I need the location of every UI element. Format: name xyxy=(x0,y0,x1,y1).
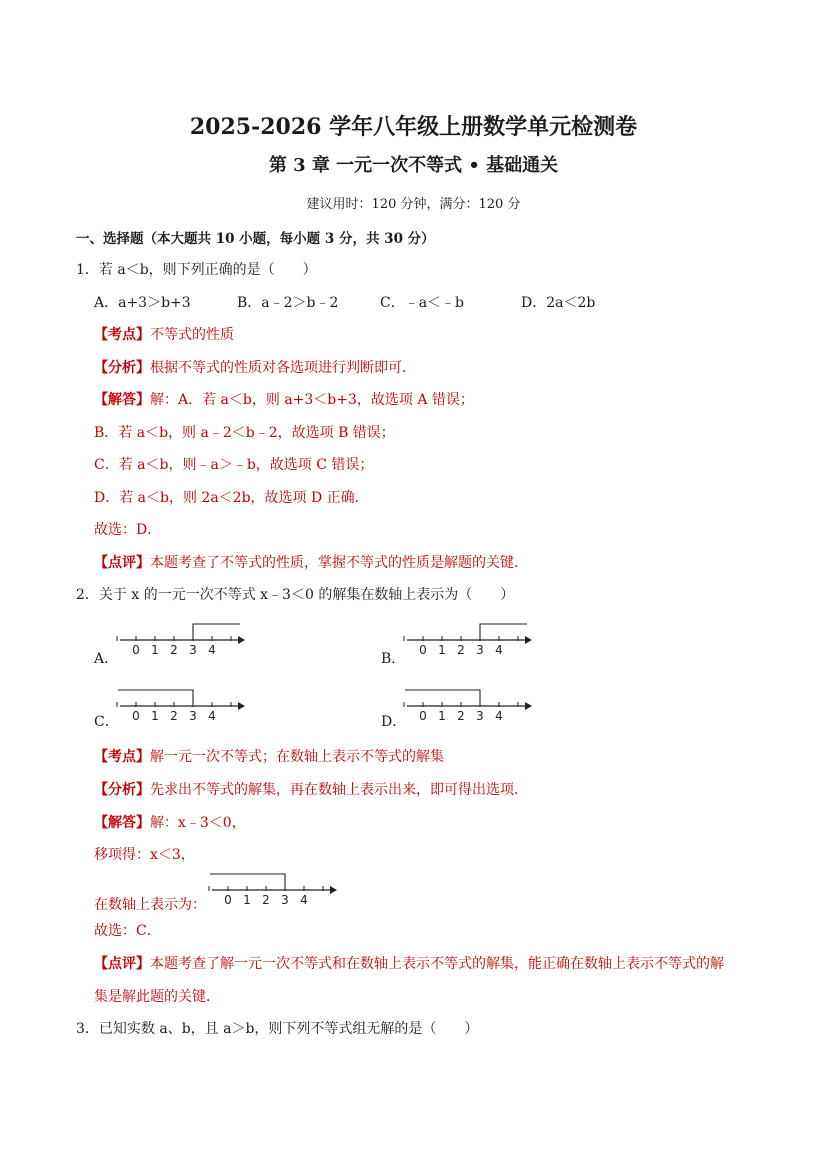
q2-step: 移项得：x＜3， xyxy=(94,847,195,863)
q1-option-d: D．2a＜2b xyxy=(521,295,596,311)
q1-choice: 故选：D． xyxy=(94,522,162,538)
q2-fenxi xyxy=(94,779,528,799)
tick-label: 4 xyxy=(495,709,503,723)
tick-label: 3 xyxy=(189,709,197,723)
tick-label: 0 xyxy=(132,709,140,723)
kaodian-tag: 【考点】 xyxy=(94,749,150,765)
tick-label: 4 xyxy=(300,893,308,907)
q2-choice: 故选：C． xyxy=(94,923,161,939)
tick-label: 3 xyxy=(476,643,484,657)
jieda-tag: 【解答】 xyxy=(94,392,150,408)
q2-option-d-label: D． xyxy=(381,714,407,730)
dianping-tag: 【点评】 xyxy=(94,555,150,571)
q2-dianping-text: 本题考查了解一元一次不等式和在数轴上表示不等式的解集，能正确在数轴上表示不等式的解 xyxy=(150,956,724,972)
tick-label: 0 xyxy=(419,709,427,723)
dianping-tag: 【点评】 xyxy=(94,956,150,972)
q2-represent-label: 在数轴上表示为： xyxy=(94,897,206,913)
q1-kaodian-text: 不等式的性质 xyxy=(150,327,234,343)
q2-kaodian-text: 解一元一次不等式；在数轴上表示不等式的解集 xyxy=(150,749,444,765)
q1-option-b: B．a﹣2＞b﹣2 xyxy=(237,295,339,311)
tick-label: 3 xyxy=(189,643,197,657)
tick-label: 0 xyxy=(419,643,427,657)
page-title: 2025-2026 学年八年级上册数学单元检测卷 xyxy=(189,114,638,140)
q2-option-c-numberline xyxy=(116,684,246,724)
q2-option-a-numberline xyxy=(116,618,246,658)
axis-arrow xyxy=(330,886,337,894)
tick-label: 0 xyxy=(132,643,140,657)
q2-option-a-label: A． xyxy=(94,651,119,667)
q1-option-a: A．a+3＞b+3 xyxy=(94,295,191,311)
q1-jieda-text: 解：A．若 a＜b，则 a+3＜b+3，故选项 A 错误； xyxy=(150,392,474,408)
tick-label: 2 xyxy=(170,643,178,657)
tick-label: 2 xyxy=(457,709,465,723)
q3-stem: 3．已知实数 a、b，且 a＞b，则下列不等式组无解的是（ ） xyxy=(76,1021,479,1037)
q2-option-d-numberline xyxy=(403,684,533,724)
solution-ray xyxy=(193,624,240,640)
solution-ray xyxy=(480,624,527,640)
tick-label: 4 xyxy=(495,643,503,657)
section-heading: 一、选择题（本大题共 10 小题，每小题 3 分，共 30 分） xyxy=(76,231,435,247)
q1-fenxi xyxy=(94,357,416,377)
q2-kaodian xyxy=(94,746,444,766)
q2-dianping-continued: 集是解此题的关键． xyxy=(94,989,220,1005)
q1-solution-b: B．若 a＜b，则 a﹣2＜b﹣2，故选项 B 错误； xyxy=(94,425,395,441)
q1-stem: 1．若 a＜b，则下列正确的是（ ） xyxy=(76,262,317,278)
tick-label: 4 xyxy=(208,643,216,657)
q1-kaodian xyxy=(94,324,234,344)
tick-label: 0 xyxy=(224,893,232,907)
tick-label: 2 xyxy=(457,643,465,657)
tick-label: 4 xyxy=(208,709,216,723)
axis-arrow xyxy=(525,636,532,644)
tick-label: 1 xyxy=(243,893,251,907)
q2-stem: 2．关于 x 的一元一次不等式 x﹣3＜0 的解集在数轴上表示为（ ） xyxy=(76,587,515,603)
tick-label: 1 xyxy=(438,643,446,657)
q1-dianping xyxy=(94,552,528,572)
tick-label: 1 xyxy=(151,709,159,723)
axis-arrow xyxy=(525,702,532,710)
q1-solution-c: C．若 a＜b，则﹣a＞﹣b，故选项 C 错误； xyxy=(94,457,374,473)
axis-arrow xyxy=(238,702,245,710)
q1-jieda xyxy=(94,389,474,409)
q2-option-c-label: C． xyxy=(94,714,119,730)
kaodian-tag: 【考点】 xyxy=(94,327,150,343)
chapter-subtitle: 第 3 章 一元一次不等式 • 基础通关 xyxy=(268,155,559,176)
q2-jieda xyxy=(94,812,246,832)
tick-label: 2 xyxy=(262,893,270,907)
q1-option-c: C．﹣a＜﹣b xyxy=(380,295,465,311)
q1-dianping-text: 本题考查了不等式的性质，掌握不等式的性质是解题的关键． xyxy=(150,555,528,571)
q2-jieda-text: 解：x﹣3＜0， xyxy=(150,815,246,831)
q1-fenxi-text: 根据不等式的性质对各选项进行判断即可． xyxy=(150,360,416,376)
axis-arrow xyxy=(238,636,245,644)
q1-solution-d: D．若 a＜b，则 2a＜2b，故选项 D 正确． xyxy=(94,490,369,506)
time-score-info: 建议用时：120 分钟，满分：120 分 xyxy=(306,197,521,212)
q2-dianping xyxy=(94,953,724,973)
q2-option-b-numberline xyxy=(403,618,533,658)
fenxi-tag: 【分析】 xyxy=(94,782,150,798)
jieda-tag: 【解答】 xyxy=(94,815,150,831)
q2-option-b-label: B． xyxy=(381,651,406,667)
q2-solution-numberline xyxy=(208,868,338,908)
q2-fenxi-text: 先求出不等式的解集，再在数轴上表示出来，即可得出选项． xyxy=(150,782,528,798)
tick-label: 3 xyxy=(281,893,289,907)
tick-label: 3 xyxy=(476,709,484,723)
tick-label: 1 xyxy=(151,643,159,657)
tick-label: 1 xyxy=(438,709,446,723)
fenxi-tag: 【分析】 xyxy=(94,360,150,376)
tick-label: 2 xyxy=(170,709,178,723)
